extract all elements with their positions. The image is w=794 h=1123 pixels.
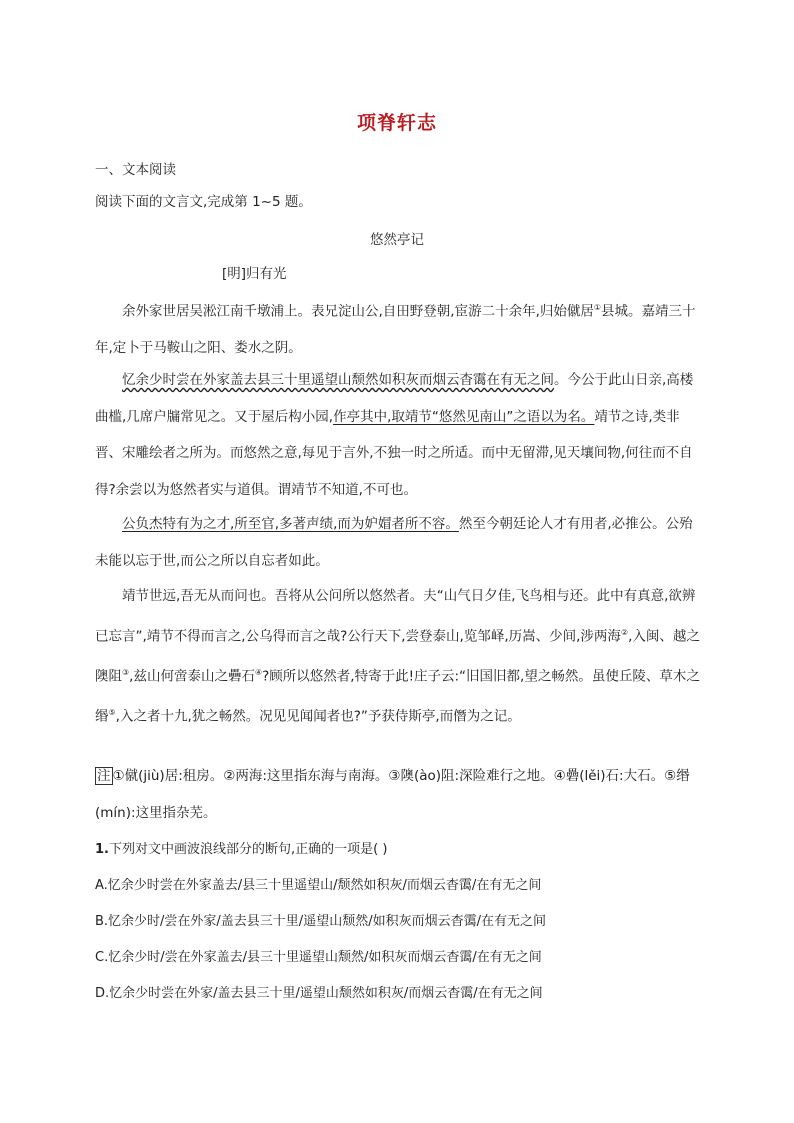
option-c: C.忆余少时/尝在外家盖去/县三十里遥望山颓然/如积灰而烟云杳霭/在有无之间: [95, 950, 542, 965]
author: [明]归有光: [222, 266, 287, 282]
wavy-underlined-text: 忆余少时尝在外家盖去县三十里遥望山颓然如积灰而烟云杳霭在有无之间: [122, 372, 554, 388]
essay-title: 悠然亭记: [370, 232, 424, 248]
paragraph-2: 忆余少时尝在外家盖去县三十里遥望山颓然如积灰而烟云杳霭在有无之间。今公于此山日亲,高楼曲槛,几席户牖常见之。又于屋后构小园,作亭其中,取靖节“悠然见南山”之语以为名。靖节之诗,类非晋、宋雕绘者之所为。而悠然之意,每见于言外,不独一时之所适。而中无留滞,见天壤间物,何往而不自得?余尝以为悠然者实与道俱。谓靖节不知道,不可也。: [95, 372, 694, 498]
option-b: B.忆余少时/尝在外家/盖去县三十里/遥望山颓然/如积灰而烟云杳霭/在有无之间: [95, 914, 546, 929]
note-label: 注: [97, 768, 111, 784]
paragraph-1: 余外家世居吴淞江南千墩浦上。表兄淀山公,自田野登朝,宦游二十余年,归始僦居①县城。嘉靖三十年,定卜于马鞍山之阳、娄水之阴。: [95, 303, 696, 356]
question-stem: 1.下列对文中画波浪线部分的断句,正确的一项是( ): [95, 842, 388, 857]
paragraph-3: 公负杰特有为之才,所至官,多著声绩,而为妒媢者所不容。然至今朝廷论人才有用者,必推公。公殆未能以忘于世,而公之所以自忘者如此。: [95, 516, 693, 569]
option-d: D.忆余少时尝在外家/盖去县三十里/遥望山颓然如积灰/而烟云杳霭/在有无之间: [95, 986, 543, 1001]
notes: 注 ①僦(jiù)居:租房。②两海:这里指东海与南海。③隩(ào)阻:深险难行之地。④礨(lěi)石:大石。⑤缗(mín):这里指杂芜。: [95, 768, 690, 821]
underlined-text: 公负杰特有为之才,所至官,多著声绩,而为妒媢者所不容。: [122, 516, 459, 532]
section-heading: 一、文本阅读: [95, 162, 176, 178]
instruction: 阅读下面的文言文,完成第 1~5 题。: [95, 194, 312, 210]
paragraph-4: 靖节世远,吾无从而问也。吾将从公问所以悠然者。夫“山气日夕佳,飞鸟相与还。此中有真意,欲辨已忘言”,靖节不得而言之,公乌得而言之哉?公行天下,尝登泰山,览邹峄,历嵩、少间,涉两海②,入闽、越之隩阻③,兹山何啻泰山之礨石④?顾所以悠然者,特寄于此!庄子云:“旧国旧都,望之畅然。虽使丘陵、草木之缗⑤,入之者十九,犹之畅然。况见见闻闻者也?”予获侍斯亭,而僭为之记。: [95, 588, 700, 724]
option-a: A.忆余少时尝在外家盖去/县三十里遥望山/颓然如积灰/而烟云杳霭/在有无之间: [95, 878, 542, 893]
page-title: 项脊轩志: [356, 112, 437, 134]
underlined-text: 作亭其中,取靖节“悠然见南山”之语以为名。: [333, 408, 595, 425]
